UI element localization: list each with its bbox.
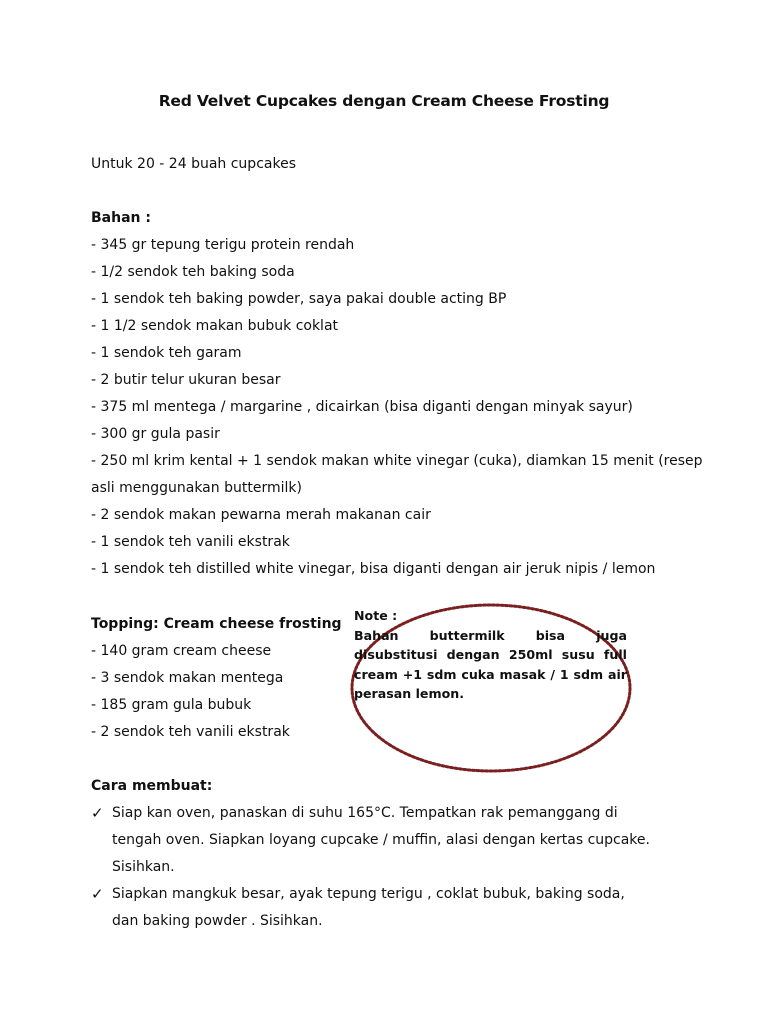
- ingredient-item: - 300 gr gula pasir: [91, 426, 220, 442]
- page-title: Red Velvet Cupcakes dengan Cream Cheese Frosting: [158, 92, 610, 110]
- topping-list: [91, 638, 290, 746]
- ingredients-list: [91, 232, 703, 583]
- ingredient-item: - 1 sendok teh garam: [91, 345, 242, 361]
- topping-item: - 3 sendok makan mentega: [91, 670, 284, 686]
- note-body: Bahan buttermilk bisa juga disubstitusi dengan 250ml susu full cream +1 sdm cuka masak / 1 sdm air perasan lemon.: [354, 627, 627, 701]
- ingredient-item: - 250 ml krim kental + 1 sendok makan white vinegar (cuka), diamkan 15 menit (resep: [91, 453, 703, 469]
- ingredient-item: - 1 sendok teh vanili ekstrak: [91, 534, 290, 550]
- check-mark-icon: ✓: [91, 804, 104, 822]
- topping-heading: Topping: Cream cheese frosting: [91, 616, 342, 632]
- check-mark-icon: ✓: [91, 885, 104, 903]
- ingredient-item: - 1 1/2 sendok makan bubuk coklat: [91, 318, 339, 334]
- method-heading: Cara membuat:: [91, 778, 213, 794]
- ingredient-item: - 2 sendok makan pewarna merah makanan cair: [91, 507, 431, 523]
- ingredient-item: - 1 sendok teh distilled white vinegar, bisa diganti dengan air jeruk nipis / lemon: [91, 561, 656, 577]
- ingredients-heading: Bahan :: [91, 210, 151, 226]
- ingredient-item: - 1/2 sendok teh baking soda: [91, 264, 295, 280]
- yield-text: Untuk 20 - 24 buah cupcakes: [91, 156, 296, 172]
- note-box: [354, 606, 627, 704]
- ingredient-item: asli menggunakan buttermilk): [91, 480, 302, 496]
- method-step: [91, 800, 691, 881]
- method-step: [91, 881, 691, 935]
- method-step-text: Siap kan oven, panaskan di suhu 165°C. Tempatkan rak pemanggang di tengah oven. Siapkan loyang cupcake / muffin, alasi dengan kertas cupcake. Sisihkan.: [112, 805, 650, 875]
- method-steps: [91, 800, 691, 935]
- ingredient-item: - 345 gr tepung terigu protein rendah: [91, 237, 355, 253]
- topping-item: - 2 sendok teh vanili ekstrak: [91, 724, 290, 740]
- ingredient-item: - 1 sendok teh baking powder, saya pakai double acting BP: [91, 291, 507, 307]
- topping-item: - 185 gram gula bubuk: [91, 697, 252, 713]
- topping-item: - 140 gram cream cheese: [91, 643, 272, 659]
- ingredient-item: - 375 ml mentega / margarine , dicairkan (bisa diganti dengan minyak sayur): [91, 399, 633, 415]
- method-step-text: Siapkan mangkuk besar, ayak tepung terigu , coklat bubuk, baking soda, dan baking powder . Sisihkan.: [112, 886, 625, 929]
- note-heading: Note :: [354, 608, 398, 623]
- ingredient-item: - 2 butir telur ukuran besar: [91, 372, 281, 388]
